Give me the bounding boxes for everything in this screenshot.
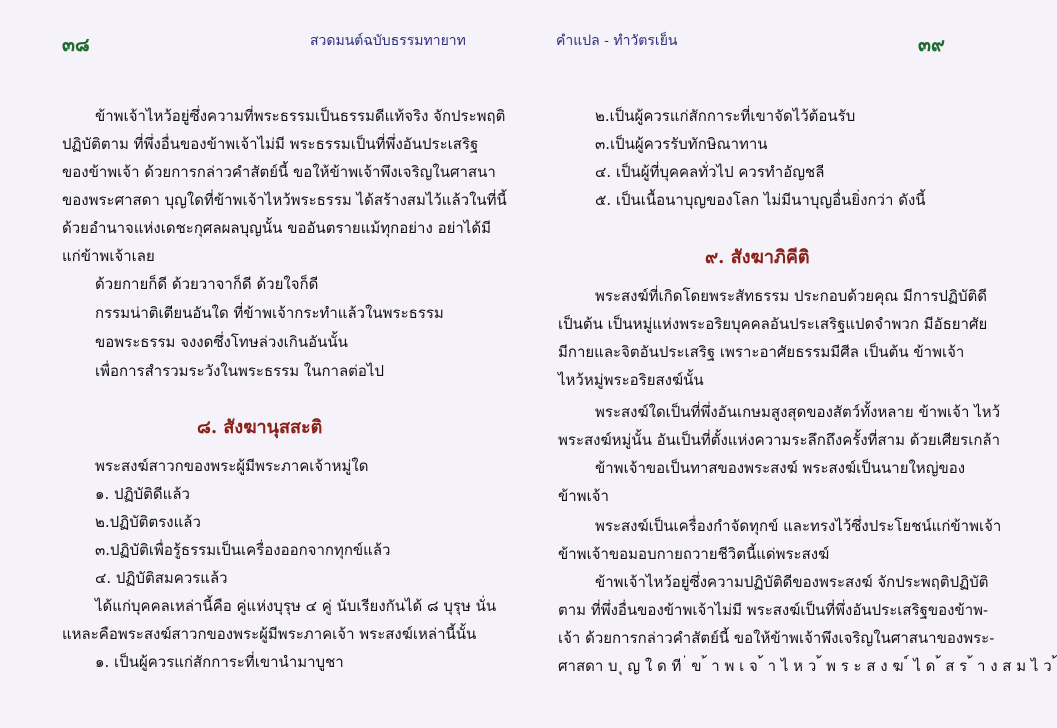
paragraph-line: ได้แก่บุคคลเหล่านี้คือ คู่แห่งบุรุษ ๔ คู่ นับเรียงกันได้ ๘ บุรุษ นั่น bbox=[95, 597, 497, 615]
paragraph-line: ข้าพเจ้าไหว้อยู่ซึ่งความปฏิบัติดีของพระสงฆ์ จักประพฤติปฏิบัติ bbox=[595, 573, 989, 591]
paragraph-line: ปฏิบัติตาม ที่พึ่งอื่นของข้าพเจ้าไม่มี พระธรรมเป็นที่พึ่งอันประเสริฐ bbox=[62, 135, 479, 153]
paragraph-line: เจ้า ด้วยการกล่าวคำสัตย์นี้ ขอให้ข้าพเจ้าพึงเจริญในศาสนาของพระ- bbox=[558, 629, 995, 647]
page-number: ๓๘ bbox=[62, 34, 90, 56]
list-item: ๒.เป็นผู้ควรแก่สักการะที่เขาจัดไว้ต้อนรับ bbox=[595, 107, 856, 125]
list-item: ๒.ปฏิบัติตรงแล้ว bbox=[95, 513, 201, 531]
paragraph-line: ข้าพเจ้าไหว้อยู่ซึ่งความที่พระธรรมเป็นธรรมดีแท้จริง จักประพฤติ bbox=[95, 107, 506, 125]
paragraph-line: พระสงฆ์ใดเป็นที่พึ่งอันเกษมสูงสุดของสัตว์ทั้งหลาย ข้าพเจ้า ไหว้ bbox=[595, 403, 1001, 421]
paragraph-line: ข้าพเจ้า bbox=[558, 487, 609, 505]
paragraph-line: ศาสดา บ ุ ญ ใ ด ที ่ ข ้ า พ เ จ ้ า ไ ห ว ้ พ ร ะ ส ง ฆ ์ ไ ด ้ ส ร ้ า ง ส ม ไ ว ้ bbox=[558, 657, 1057, 675]
list-item: ๔. เป็นผู้ที่บุคคลทั่วไป ควรทำอัญชลี bbox=[595, 163, 825, 181]
paragraph-line: มีกายและจิตอันประเสริฐ เพราะอาศัยธรรมมีศีล เป็นต้น ข้าพเจ้า bbox=[558, 343, 965, 361]
list-item: ๔. ปฏิบัติสมควรแล้ว bbox=[95, 569, 228, 587]
section-heading: ๙. สังฆาภิคีติ bbox=[705, 247, 810, 268]
running-head: สวดมนต์ฉบับธรรมทายาท bbox=[310, 33, 466, 49]
paragraph-line: เป็นต้น เป็นหมู่แห่งพระอริยบุคคลอันประเสริฐแปดจำพวก มีอัธยาศัย bbox=[558, 315, 988, 333]
paragraph-line: พระสงฆ์ที่เกิดโดยพระสัทธรรม ประกอบด้วยคุณ มีการปฏิบัติดี bbox=[595, 287, 987, 305]
paragraph-line: ตาม ที่พึ่งอื่นของข้าพเจ้าไม่มี พระสงฆ์เป็นที่พึ่งอันประเสริฐของข้าพ- bbox=[558, 601, 989, 619]
running-head: คำแปล - ทำวัตรเย็น bbox=[556, 33, 678, 49]
list-item: ๑. ปฏิบัติดีแล้ว bbox=[95, 485, 190, 503]
verse-line: เพื่อการสำรวมระวังในพระธรรม ในกาลต่อไป bbox=[95, 362, 384, 380]
section-heading: ๘. สังฆานุสสะติ bbox=[197, 417, 323, 438]
section-line: พระสงฆ์สาวกของพระผู้มีพระภาคเจ้าหมู่ใด bbox=[95, 457, 369, 475]
paragraph-line: ของข้าพเจ้า ด้วยการกล่าวคำสัตย์นี้ ขอให้ข้าพเจ้าพึงเจริญในศาสนา bbox=[62, 163, 496, 181]
paragraph-line: ของพระศาสดา บุญใดที่ข้าพเจ้าไหว้พระธรรม ได้สร้างสมไว้แล้วในที่นี้ bbox=[62, 191, 507, 209]
list-item: ๑. เป็นผู้ควรแก่สักการะที่เขานำมาบูชา bbox=[95, 653, 344, 671]
verse-line: ด้วยกายก็ดี ด้วยวาจาก็ดี ด้วยใจก็ดี bbox=[95, 275, 319, 293]
paragraph-line: พระสงฆ์หมู่นั้น อันเป็นที่ตั้งแห่งความระลึกถึงครั้งที่สาม ด้วยเศียรเกล้า bbox=[558, 431, 1001, 449]
paragraph-line: แก่ข้าพเจ้าเลย bbox=[62, 247, 155, 265]
paragraph-line: ไหว้หมู่พระอริยสงฆ์นั้น bbox=[558, 371, 704, 389]
page-number: ๓๙ bbox=[918, 34, 945, 56]
right-page bbox=[500, 0, 1057, 728]
paragraph-line: ข้าพเจ้าขอมอบกายถวายชีวิตนี้แด่พระสงฆ์ bbox=[558, 545, 830, 563]
paragraph-line: พระสงฆ์เป็นเครื่องกำจัดทุกข์ และทรงไว้ซึ่งประโยชน์แก่ข้าพเจ้า bbox=[595, 517, 1002, 535]
list-item: ๓.ปฏิบัติเพื่อรู้ธรรมเป็นเครื่องออกจากทุกข์แล้ว bbox=[95, 541, 391, 559]
list-item: ๕. เป็นเนื้อนาบุญของโลก ไม่มีนาบุญอื่นยิ่งกว่า ดังนี้ bbox=[595, 191, 926, 209]
paragraph-line: ข้าพเจ้าขอเป็นทาสของพระสงฆ์ พระสงฆ์เป็นนายใหญ่ของ bbox=[595, 459, 966, 477]
list-item: ๓.เป็นผู้ควรรับทักษิณาทาน bbox=[595, 135, 768, 153]
paragraph-line: แหละคือพระสงฆ์สาวกของพระผู้มีพระภาคเจ้า พระสงฆ์เหล่านี้นั้น bbox=[62, 625, 477, 643]
verse-line: กรรมน่าติเตียนอันใด ที่ข้าพเจ้ากระทำแล้วในพระธรรม bbox=[95, 304, 444, 322]
verse-line: ขอพระธรรม จงงดซึ่งโทษล่วงเกินอันนั้น bbox=[95, 333, 348, 351]
paragraph-line: ด้วยอำนาจแห่งเดชะกุศลผลบุญนั้น ขออันตรายแม้ทุกอย่าง อย่าได้มี bbox=[62, 219, 491, 237]
left-page bbox=[0, 0, 507, 728]
